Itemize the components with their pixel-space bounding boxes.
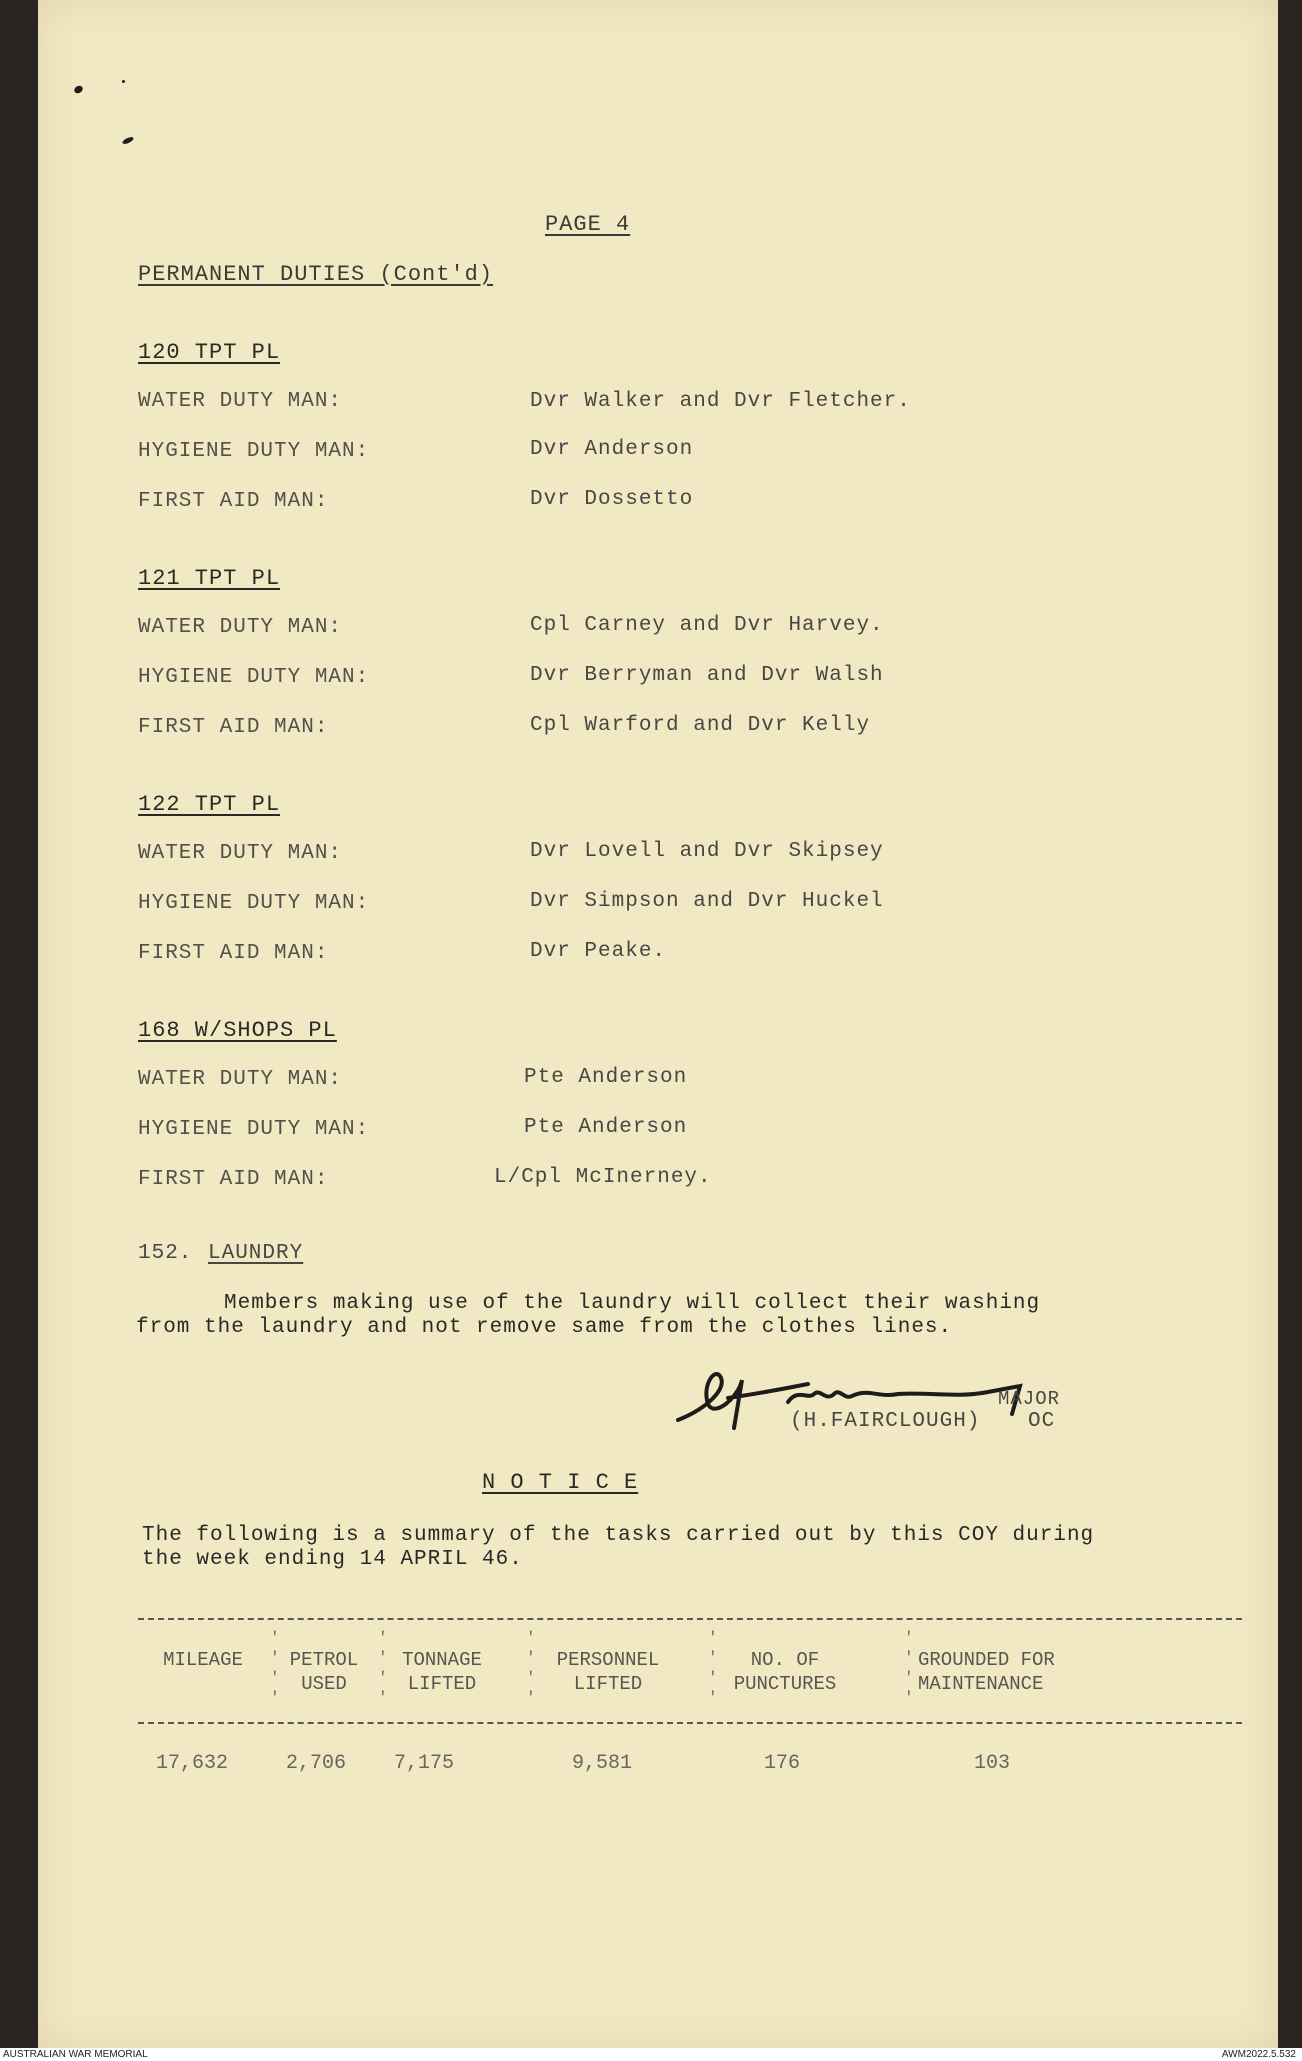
table-header-petrol bbox=[274, 1648, 374, 1696]
duty-role: FIRST AID MAN: bbox=[138, 716, 329, 739]
archive-footer bbox=[0, 2048, 1302, 2061]
header-line: MILEAGE bbox=[163, 1649, 243, 1671]
table-cell-personnel: 9,581 bbox=[572, 1752, 633, 1775]
signatory-appointment: OC bbox=[1028, 1410, 1056, 1433]
duty-role: HYGIENE DUTY MAN: bbox=[138, 1118, 370, 1141]
laundry-text-line: Members making use of the laundry will collect their washing bbox=[224, 1292, 1041, 1315]
duty-role: FIRST AID MAN: bbox=[138, 1168, 329, 1191]
signatory-rank: MAJOR bbox=[998, 1388, 1061, 1410]
duty-assignee: Dvr Walker and Dvr Fletcher. bbox=[530, 390, 911, 413]
header-line: PUNCTURES bbox=[733, 1673, 837, 1695]
notice-title: N O T I C E bbox=[482, 1470, 639, 1495]
duty-role: FIRST AID MAN: bbox=[138, 942, 329, 965]
archive-name: AUSTRALIAN WAR MEMORIAL bbox=[3, 2049, 148, 2060]
platoon-heading: 168 W/SHOPS PL bbox=[138, 1018, 337, 1043]
duty-assignee: Pte Anderson bbox=[524, 1116, 688, 1139]
duty-role: WATER DUTY MAN: bbox=[138, 842, 343, 865]
notice-text-line: The following is a summary of the tasks carried out by this COY during bbox=[142, 1524, 1095, 1547]
header-line: MAINTENANCE bbox=[918, 1673, 1044, 1695]
table-cell-grounded: 103 bbox=[974, 1752, 1011, 1775]
duty-assignee: Dvr Lovell and Dvr Skipsey bbox=[530, 840, 884, 863]
duty-assignee: Pte Anderson bbox=[524, 1066, 688, 1089]
duty-role: HYGIENE DUTY MAN: bbox=[138, 892, 370, 915]
table-header-grounded bbox=[918, 1648, 1138, 1696]
table-cell-tonnage: 7,175 bbox=[394, 1752, 455, 1775]
platoon-heading: 120 TPT PL bbox=[138, 340, 281, 365]
duty-role: WATER DUTY MAN: bbox=[138, 390, 343, 413]
ink-speck bbox=[122, 136, 135, 146]
header-line: NO. OF bbox=[750, 1649, 820, 1671]
platoon-heading: 122 TPT PL bbox=[138, 792, 281, 817]
notice-text-line: the week ending 14 APRIL 46. bbox=[142, 1548, 523, 1571]
duty-assignee: Dvr Berryman and Dvr Walsh bbox=[530, 664, 884, 687]
header-line: USED bbox=[301, 1673, 347, 1695]
table-rule-top bbox=[138, 1618, 1242, 1620]
header-line: GROUNDED FOR bbox=[918, 1649, 1055, 1671]
duty-assignee: Dvr Dossetto bbox=[530, 488, 694, 511]
table-header-punctures bbox=[710, 1648, 860, 1696]
column-separator: ' ' ' ' bbox=[904, 1629, 914, 1707]
duty-role: FIRST AID MAN: bbox=[138, 490, 329, 513]
header-line: PETROL bbox=[289, 1649, 359, 1671]
section-title: PERMANENT DUTIES (Cont'd) bbox=[138, 262, 494, 287]
duty-assignee: Dvr Peake. bbox=[530, 940, 667, 963]
table-cell-punctures: 176 bbox=[764, 1752, 801, 1775]
column-separator: ' ' ' ' bbox=[526, 1629, 536, 1707]
duty-assignee: Cpl Warford and Dvr Kelly bbox=[530, 714, 871, 737]
paragraph-number: 152. bbox=[138, 1242, 193, 1265]
ink-speck bbox=[122, 80, 125, 83]
duty-assignee: L/Cpl McInerney. bbox=[494, 1166, 712, 1189]
column-separator: ' ' ' ' bbox=[378, 1629, 388, 1707]
platoon-heading: 121 TPT PL bbox=[138, 566, 281, 591]
ink-speck bbox=[73, 84, 84, 95]
paragraph-title: LAUNDRY bbox=[208, 1242, 304, 1265]
header-line: PERSONNEL bbox=[556, 1649, 660, 1671]
table-header-mileage bbox=[138, 1648, 268, 1672]
duty-role: HYGIENE DUTY MAN: bbox=[138, 666, 370, 689]
table-rule-middle bbox=[138, 1722, 1242, 1724]
page-heading: PAGE 4 bbox=[545, 212, 631, 237]
table-header-personnel bbox=[528, 1648, 688, 1696]
signatory-name: (H.FAIRCLOUGH) bbox=[790, 1410, 981, 1433]
duty-role: WATER DUTY MAN: bbox=[138, 1068, 343, 1091]
duty-assignee: Dvr Anderson bbox=[530, 438, 694, 461]
archive-reference: AWM2022.5.532 bbox=[1221, 2049, 1296, 2060]
table-cell-mileage: 17,632 bbox=[156, 1752, 229, 1775]
document-page bbox=[38, 0, 1278, 2048]
header-line: LIFTED bbox=[407, 1673, 477, 1695]
duty-assignee: Dvr Simpson and Dvr Huckel bbox=[530, 890, 884, 913]
column-separator: ' ' ' ' bbox=[708, 1629, 718, 1707]
table-header-tonnage bbox=[382, 1648, 502, 1696]
duty-role: HYGIENE DUTY MAN: bbox=[138, 440, 370, 463]
duty-role: WATER DUTY MAN: bbox=[138, 616, 343, 639]
laundry-text-line: from the laundry and not remove same from the clothes lines. bbox=[136, 1316, 953, 1339]
table-cell-petrol: 2,706 bbox=[286, 1752, 347, 1775]
header-line: TONNAGE bbox=[402, 1649, 482, 1671]
header-line: LIFTED bbox=[573, 1673, 643, 1695]
column-separator: ' ' ' ' bbox=[270, 1629, 280, 1707]
duty-assignee: Cpl Carney and Dvr Harvey. bbox=[530, 614, 884, 637]
